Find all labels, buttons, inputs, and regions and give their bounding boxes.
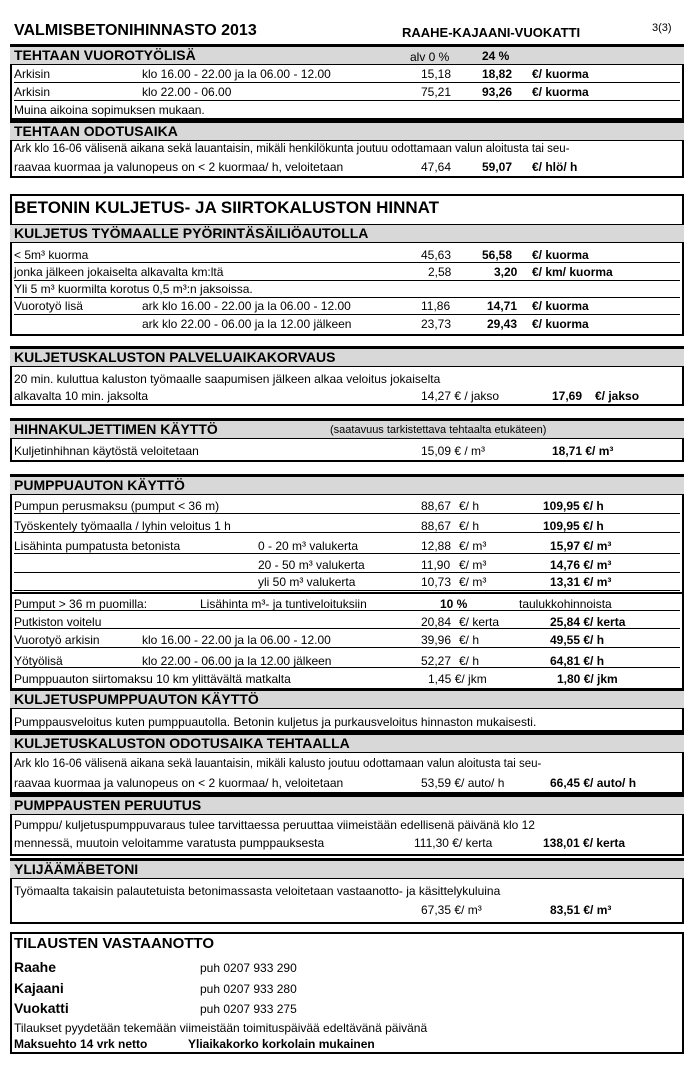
price-alv0: 15,09 € / m³ xyxy=(421,444,486,458)
row-range: 0 - 20 m³ valukerta xyxy=(258,539,359,553)
office-phone[interactable]: puh 0207 933 275 xyxy=(200,1002,297,1016)
office-city: Kajaani xyxy=(14,980,64,996)
price-alv24: 66,45 €/ auto/ h xyxy=(550,776,637,790)
office-city: Vuokatti xyxy=(14,1000,69,1016)
row-label: Lisähinta pumpatusta betonista xyxy=(14,539,181,553)
price-alv0: 47,64 xyxy=(421,160,452,174)
row-time: ark klo 16.00 - 22.00 ja la 06.00 - 12.00 xyxy=(142,299,351,313)
price-alv24: 14,71 xyxy=(487,299,518,313)
row-note: Lisähinta m³- ja tuntiveloituksiin xyxy=(200,597,367,611)
section-title: KULJETUSKALUSTON ODOTUSAIKA TEHTAALLA xyxy=(14,735,350,751)
section-title: HIHNAKULJETTIMEN KÄYTTÖ xyxy=(14,421,218,437)
price-alv24: 138,01 €/ kerta xyxy=(543,836,626,850)
body-text: Pumppu/ kuljetuspumppuvaraus tulee tarvittaessa peruuttaa viimeistään edellisenä päivänä klo 12 xyxy=(14,818,535,832)
price-alv0: 11,90 xyxy=(421,558,451,572)
section-title: KULJETUS TYÖMAALLE PYÖRINTÄSÄILIÖAUTOLLA xyxy=(14,225,369,241)
body-text: raavaa kuormaa ja valunopeus on < 2 kuormaa/ h, veloitetaan xyxy=(14,160,344,174)
price-alv24: 109,95 €/ h xyxy=(543,499,604,513)
page-number: 3(3) xyxy=(652,22,672,34)
body-text: Ark klo 16-06 välisenä aikana sekä lauantaisin, mikäli henkilökunta joutuu odottamaan valun aloitusta tai seu- xyxy=(14,143,570,155)
body-text: Ark klo 16-06 välisenä aikana sekä lauantaisin, mikäli kalusto joutuu odottamaan valun aloitusta tai seu- xyxy=(14,758,542,770)
price-alv24: 18,82 xyxy=(482,67,513,81)
row-range: yli 50 m³ valukerta xyxy=(258,575,356,589)
price-alv0: 1,45 €/ jkm xyxy=(428,672,487,686)
body-text: mennessä, muutoin veloitamme varatusta pumppauksesta xyxy=(14,836,325,850)
price-alv24: 17,69 xyxy=(552,389,583,403)
price-alv24: 56,58 xyxy=(482,248,513,262)
interest-terms: Yliaikakorko korkolain mukainen xyxy=(188,1037,375,1051)
row-label: Yli 5 m³ kuormilta korotus 0,5 m³:n jaksoissa. xyxy=(14,282,253,296)
price-alv0: 20,84 xyxy=(421,615,452,629)
body-text: 20 min. kuluttua kaluston työmaalle saapumisen jälkeen alkaa veloitus jokaiselta xyxy=(14,372,441,386)
price-alv24: 49,55 €/ h xyxy=(550,633,605,647)
price-alv0: 14,27 € / jakso xyxy=(421,389,500,403)
row-time: klo 16.00 - 22.00 ja la 06.00 - 12.00 xyxy=(142,633,331,647)
body-text: alkavalta 10 min. jaksolta xyxy=(14,389,149,403)
price-unit: €/ kerta xyxy=(459,615,500,629)
section-title: KULJETUSPUMPPUAUTON KÄYTTÖ xyxy=(14,691,259,707)
section-main-title: BETONIN KULJETUS- JA SIIRTOKALUSTON HINNAT xyxy=(14,198,440,217)
price-alv24: 3,20 xyxy=(494,265,518,279)
price-alv0: 15,18 xyxy=(421,67,452,81)
percent-value: 10 % xyxy=(440,597,468,611)
row-label: Arkisin xyxy=(14,67,51,81)
row-time: ark klo 22.00 - 06.00 ja la 12.00 jälkeen xyxy=(142,317,352,331)
price-unit: €/ h xyxy=(459,519,480,533)
price-alv24: 13,31 €/ m³ xyxy=(550,575,612,589)
price-unit: €/ kuorma xyxy=(532,317,589,331)
order-note: Tilaukset pyydetään tekemään viimeistään toimituspäivää edeltävänä päivänä xyxy=(14,1021,428,1035)
section-title: PUMPPAUSTEN PERUUTUS xyxy=(14,797,202,813)
note-text: Muina aikoina sopimuksen mukaan. xyxy=(14,103,205,117)
price-alv0: 88,67 xyxy=(421,499,452,513)
price-unit: €/ jakso xyxy=(595,389,640,403)
price-unit: €/ kuorma xyxy=(532,299,589,313)
payment-terms: Maksuehto 14 vrk netto xyxy=(14,1037,148,1051)
body-text: Työmaalta takaisin palautetuista betonimassasta veloitetaan vastaanotto- ja käsittelykuluina xyxy=(14,884,501,898)
price-alv24: 15,97 €/ m³ xyxy=(550,539,612,553)
row-label: Vuorotyö arkisin xyxy=(14,633,100,647)
body-text: raavaa kuormaa ja valunopeus on < 2 kuormaa/ h, veloitetaan xyxy=(14,776,344,790)
office-phone[interactable]: puh 0207 933 280 xyxy=(200,982,297,996)
price-alv0: 11,86 xyxy=(421,299,451,313)
section-title: TILAUSTEN VASTAANOTTO xyxy=(14,935,214,952)
price-alv0: 52,27 xyxy=(421,654,452,668)
row-label: Yötyölisä xyxy=(14,654,63,668)
row-label: Pumput > 36 m puomilla: xyxy=(14,597,148,611)
price-unit: €/ kuorma xyxy=(532,67,589,81)
price-alv24: 93,26 xyxy=(482,85,513,99)
section-title: TEHTAAN ODOTUSAIKA xyxy=(14,123,178,139)
row-label: Arkisin xyxy=(14,85,51,99)
price-alv24: 109,95 €/ h xyxy=(543,519,604,533)
row-label: Putkiston voitelu xyxy=(14,615,102,629)
price-alv0: 111,30 €/ kerta xyxy=(414,836,493,850)
price-alv0: 10,73 xyxy=(421,575,452,589)
price-unit: €/ km/ kuorma xyxy=(532,265,613,279)
price-unit: €/ kuorma xyxy=(532,85,589,99)
region-label: RAAHE-KAJAANI-VUOKATTI xyxy=(402,25,581,40)
row-time: klo 16.00 - 22.00 ja la 06.00 - 12.00 xyxy=(142,67,331,81)
row-label: Pumpun perusmaksu (pumput < 36 m) xyxy=(14,499,220,513)
document-title: VALMISBETONIHINNASTO 2013 xyxy=(14,22,257,39)
row-label: < 5m³ kuorma xyxy=(14,248,89,262)
col-header-24: 24 % xyxy=(482,49,510,63)
price-alv0: 88,67 xyxy=(421,519,452,533)
price-alv0: 12,88 xyxy=(421,539,452,553)
row-time: klo 22.00 - 06.00 xyxy=(142,85,232,99)
price-unit: €/ m³ xyxy=(459,558,487,572)
office-phone[interactable]: puh 0207 933 290 xyxy=(200,961,297,975)
price-alv24: 14,76 €/ m³ xyxy=(550,558,612,572)
price-alv0: 67,35 €/ m³ xyxy=(421,903,482,917)
row-time: klo 22.00 - 06.00 ja la 12.00 jälkeen xyxy=(142,654,332,668)
section-title: TEHTAAN VUOROTYÖLISÄ xyxy=(14,47,196,63)
price-alv24: 1,80 €/ jkm xyxy=(557,672,618,686)
section-title: PUMPPUAUTON KÄYTTÖ xyxy=(14,477,185,493)
price-alv24: 83,51 €/ m³ xyxy=(550,903,612,917)
row-range: 20 - 50 m³ valukerta xyxy=(258,558,365,572)
price-unit: €/ hlö/ h xyxy=(532,160,578,174)
price-alv24: 25,84 €/ kerta xyxy=(550,615,626,629)
price-unit: €/ m³ xyxy=(459,539,487,553)
row-label: Työskentely työmaalla / lyhin veloitus 1 h xyxy=(14,519,231,533)
price-unit: €/ h xyxy=(459,633,480,647)
price-unit: €/ h xyxy=(459,499,480,513)
row-note: taulukkohinnoista xyxy=(519,597,612,611)
office-city: Raahe xyxy=(14,959,57,975)
price-alv0: 45,63 xyxy=(421,248,452,262)
body-text: Pumppausveloitus kuten pumppuautolla. Betonin kuljetus ja purkausveloitus hinnaston mukaisesti. xyxy=(14,715,537,729)
price-alv0: 23,73 xyxy=(421,317,452,331)
price-alv24: 59,07 xyxy=(482,160,513,174)
price-alv24: 64,81 €/ h xyxy=(550,654,605,668)
price-alv0: 53,59 €/ auto/ h xyxy=(421,776,505,790)
row-label: Pumppuauton siirtomaksu 10 km ylittävältä matkalta xyxy=(14,672,291,686)
col-header-alv0: alv 0 % xyxy=(410,50,450,64)
section-title: KULJETUSKALUSTON PALVELUAIKAKORVAUS xyxy=(14,349,336,365)
price-alv0: 39,96 xyxy=(421,633,452,647)
section-title: YLIJÄÄMÄBETONI xyxy=(14,861,139,877)
price-unit: €/ kuorma xyxy=(532,248,589,262)
row-label: Vuorotyö lisä xyxy=(14,299,83,313)
price-unit: €/ h xyxy=(459,654,480,668)
row-label: jonka jälkeen jokaiselta alkavalta km:ltä xyxy=(14,265,224,279)
price-alv24: 18,71 €/ m³ xyxy=(552,444,614,458)
note-text: (saatavuus tarkistettava tehtaalta etukäteen) xyxy=(330,424,547,436)
price-alv0: 75,21 xyxy=(421,85,452,99)
price-alv24: 29,43 xyxy=(487,317,518,331)
price-unit: €/ m³ xyxy=(459,575,487,589)
body-text: Kuljetinhihnan käytöstä veloitetaan xyxy=(14,444,199,458)
price-alv0: 2,58 xyxy=(428,265,452,279)
